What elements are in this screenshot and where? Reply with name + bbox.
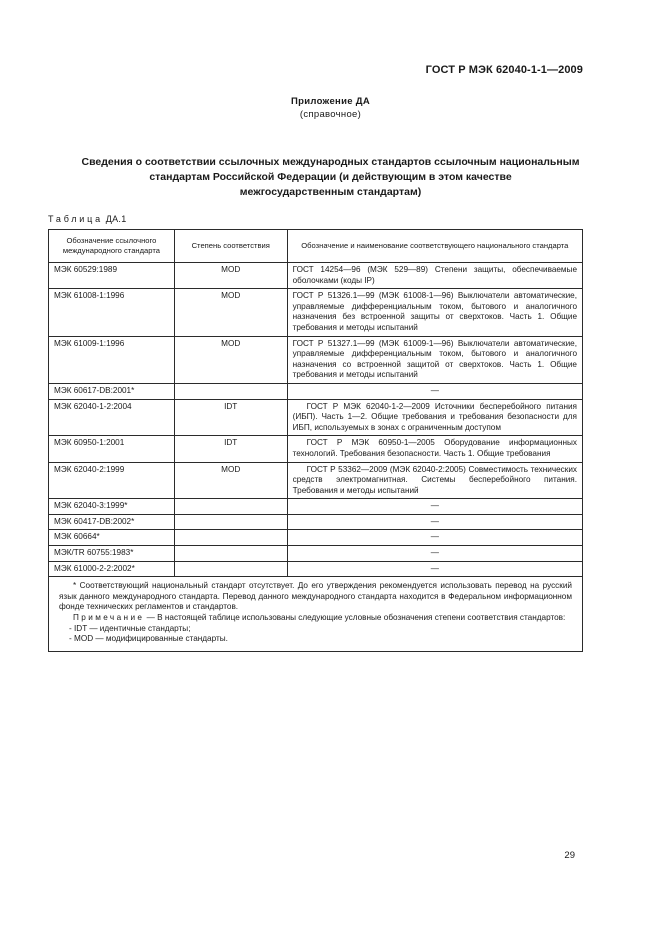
degree-cell xyxy=(174,546,287,562)
reference-cell: МЭК 61000-2-2:2002* xyxy=(49,561,175,577)
national-standard-cell: — xyxy=(287,530,582,546)
reference-cell: МЭК 62040-2:1999 xyxy=(49,462,175,499)
national-standard-cell: ГОСТ Р 51326.1—99 (МЭК 61008-1—96) Выключатели автоматические, управляемые дифференциальным током, бытового и аналогичного назначения без встроенной защиты от сверхтоков. Часть 1. Общие требования и методы испытаний xyxy=(287,289,582,336)
national-standard-cell: ГОСТ Р 53362—2009 (МЭК 62040-2:2005) Совместимость технических средств электромагнитная. Системы бесперебойного питания. Требования и методы испытаний xyxy=(287,462,582,499)
table-row xyxy=(49,530,583,546)
degree-cell: MOD xyxy=(174,289,287,336)
header-degree: Степень соответствия xyxy=(174,230,287,263)
degree-cell: IDT xyxy=(174,399,287,436)
table-row xyxy=(49,399,583,436)
national-standard-cell: ГОСТ 14254—96 (МЭК 529—89) Степени защиты, обеспечиваемые оболочками (коды IP) xyxy=(287,263,582,289)
table-row xyxy=(49,263,583,289)
degree-cell: MOD xyxy=(174,336,287,383)
national-standard-cell: — xyxy=(287,561,582,577)
reference-cell: МЭК 61008-1:1996 xyxy=(49,289,175,336)
table-caption-word: Таблица xyxy=(48,214,103,224)
table-notes-row xyxy=(49,577,583,652)
reference-cell: МЭК 62040-3:1999* xyxy=(49,499,175,515)
reference-cell: МЭК 60664* xyxy=(49,530,175,546)
reference-cell: МЭК 61009-1:1996 xyxy=(49,336,175,383)
reference-cell: МЭК 60950-1:2001 xyxy=(49,436,175,462)
degree-cell xyxy=(174,561,287,577)
title-line-3: межгосударственным стандартам) xyxy=(239,186,422,198)
degree-cell xyxy=(174,383,287,399)
national-standard-cell: — xyxy=(287,383,582,399)
degree-cell xyxy=(174,499,287,515)
reference-cell: МЭК 62040-1-2:2004 xyxy=(49,399,175,436)
degree-cell: MOD xyxy=(174,462,287,499)
note-text: — В настоящей таблице использованы следующие условные обозначения степени соответствия стандартов: xyxy=(146,613,566,623)
page-number: 29 xyxy=(564,850,575,861)
header-national: Обозначение и наименование соответствующего национального стандарта xyxy=(287,230,582,263)
table-row xyxy=(49,383,583,399)
reference-cell: МЭК 60417-DB:2002* xyxy=(49,514,175,530)
national-standard-cell: ГОСТ Р 51327.1—99 (МЭК 61009-1—96) Выключатели автоматические, управляемые дифференциальным током, бытового и аналогичного назначения со встроенной защитой от сверхтоков. Часть 1. Общие требования и методы испытаний xyxy=(287,336,582,383)
header-reference: Обозначение ссылочного международного стандарта xyxy=(49,230,175,263)
legend-idt: - IDT — идентичные стандарты; xyxy=(69,623,191,633)
table-caption-number: ДА.1 xyxy=(105,214,127,224)
table-row xyxy=(49,436,583,462)
national-standard-cell: — xyxy=(287,499,582,515)
table-row xyxy=(49,499,583,515)
national-standard-cell: ГОСТ Р МЭК 60950-1—2005 Оборудование информационных технологий. Требования безопасности. Часть 1. Общие требования xyxy=(287,436,582,462)
degree-cell: MOD xyxy=(174,263,287,289)
appendix-subtitle: (справочное) xyxy=(299,109,362,120)
table-row xyxy=(49,514,583,530)
table-row xyxy=(49,336,583,383)
degree-cell: IDT xyxy=(174,436,287,462)
standard-designation: ГОСТ Р МЭК 62040-1-1—2009 xyxy=(425,64,583,76)
title-line-1: Сведения о соответствии ссылочных международных стандартов ссылочным национальным xyxy=(81,156,580,168)
table-row xyxy=(49,462,583,499)
table-row xyxy=(49,546,583,562)
legend-mod: - MOD — модифицированные стандарты. xyxy=(69,634,228,644)
reference-cell: МЭК 60617-DB:2001* xyxy=(49,383,175,399)
degree-cell xyxy=(174,530,287,546)
title-line-2: стандартам Российской Федерации (и действующим в этом качестве xyxy=(149,171,512,183)
table-row xyxy=(49,561,583,577)
reference-cell: МЭК/TR 60755:1983* xyxy=(49,546,175,562)
note-word: Примечание xyxy=(73,613,145,623)
table-row xyxy=(49,289,583,336)
national-standard-cell: — xyxy=(287,514,582,530)
reference-cell: МЭК 60529:1989 xyxy=(49,263,175,289)
national-standard-cell: ГОСТ Р МЭК 62040-1-2—2009 Источники бесперебойного питания (ИБП). Часть 1—2. Общие требования и требования безопасности для ИБП, используемых в зонах с ограниченным доступом xyxy=(287,399,582,436)
degree-cell xyxy=(174,514,287,530)
footnote-text: * Соответствующий национальный стандарт отсутствует. До его утверждения рекомендуется использовать перевод на русский язык данного международного стандарта. Перевод данного международного стандарта находится в Федеральном информационном фонде технических регламентов и стандартов. xyxy=(59,581,572,612)
standards-correspondence-table xyxy=(48,229,583,652)
note-paragraph xyxy=(59,613,572,624)
table-header-row xyxy=(49,230,583,263)
national-standard-cell: — xyxy=(287,546,582,562)
appendix-title: Приложение ДА xyxy=(291,96,370,107)
table-caption xyxy=(48,214,127,224)
table-notes-cell xyxy=(49,577,583,652)
document-title xyxy=(40,155,621,200)
